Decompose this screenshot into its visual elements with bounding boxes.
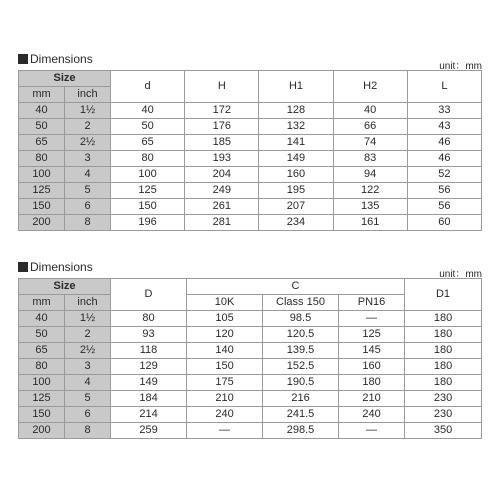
col-header-10K: 10K xyxy=(187,295,263,311)
unit-label: unit：mm xyxy=(439,61,482,72)
size-inch-cell: 6 xyxy=(65,407,111,423)
inch-header: inch xyxy=(65,87,111,103)
size-mm-cell: 50 xyxy=(19,119,65,135)
value-cell: 152.5 xyxy=(263,359,339,375)
table-row xyxy=(19,311,482,327)
table-row xyxy=(19,407,482,423)
table-row xyxy=(19,375,482,391)
value-cell: 160 xyxy=(339,359,405,375)
value-cell: 230 xyxy=(405,407,482,423)
col-header-L: L xyxy=(407,71,481,103)
size-inch-cell: 2 xyxy=(65,327,111,343)
value-cell: 185 xyxy=(185,135,259,151)
value-cell: 150 xyxy=(111,199,185,215)
value-cell: 46 xyxy=(407,151,481,167)
table-row xyxy=(19,135,482,151)
value-cell: 93 xyxy=(111,327,187,343)
dimensions-section-1 xyxy=(18,50,482,231)
col-header-D: D xyxy=(111,279,187,311)
value-cell: 125 xyxy=(111,183,185,199)
size-inch-cell: 4 xyxy=(65,167,111,183)
mm-header: mm xyxy=(19,295,65,311)
size-mm-cell: 80 xyxy=(19,359,65,375)
value-cell: 46 xyxy=(407,135,481,151)
value-cell: 129 xyxy=(111,359,187,375)
size-inch-cell: 4 xyxy=(65,375,111,391)
value-cell: 52 xyxy=(407,167,481,183)
value-cell: 149 xyxy=(111,375,187,391)
section-header xyxy=(18,258,482,278)
value-cell: 210 xyxy=(339,391,405,407)
col-header-d: d xyxy=(111,71,185,103)
square-bullet-icon xyxy=(18,54,28,64)
size-mm-cell: 100 xyxy=(19,167,65,183)
size-inch-cell: 5 xyxy=(65,391,111,407)
table-row xyxy=(19,391,482,407)
col-header-D1: D1 xyxy=(405,279,482,311)
dimensions-table-2 xyxy=(18,278,482,439)
value-cell: 216 xyxy=(263,391,339,407)
size-mm-cell: 40 xyxy=(19,103,65,119)
value-cell: 180 xyxy=(405,359,482,375)
mm-header: mm xyxy=(19,87,65,103)
value-cell: 214 xyxy=(111,407,187,423)
size-inch-cell: 2½ xyxy=(65,343,111,359)
value-cell: 172 xyxy=(185,103,259,119)
table-row xyxy=(19,215,482,231)
table-row xyxy=(19,327,482,343)
value-cell: 298.5 xyxy=(263,423,339,439)
value-cell: — xyxy=(187,423,263,439)
size-mm-cell: 50 xyxy=(19,327,65,343)
value-cell: 135 xyxy=(333,199,407,215)
size-mm-cell: 65 xyxy=(19,343,65,359)
value-cell: 180 xyxy=(339,375,405,391)
size-inch-cell: 3 xyxy=(65,151,111,167)
section-title xyxy=(18,260,93,274)
value-cell: 43 xyxy=(407,119,481,135)
size-mm-cell: 150 xyxy=(19,407,65,423)
value-cell: 190.5 xyxy=(263,375,339,391)
size-mm-cell: 200 xyxy=(19,423,65,439)
value-cell: 249 xyxy=(185,183,259,199)
size-mm-cell: 125 xyxy=(19,183,65,199)
value-cell: 161 xyxy=(333,215,407,231)
section-title-text: Dimensions xyxy=(30,260,93,274)
value-cell: 65 xyxy=(111,135,185,151)
table-row xyxy=(19,423,482,439)
value-cell: 207 xyxy=(259,199,333,215)
value-cell: 193 xyxy=(185,151,259,167)
value-cell: 94 xyxy=(333,167,407,183)
size-mm-cell: 80 xyxy=(19,151,65,167)
size-mm-cell: 125 xyxy=(19,391,65,407)
value-cell: 128 xyxy=(259,103,333,119)
value-cell: 40 xyxy=(333,103,407,119)
size-mm-cell: 150 xyxy=(19,199,65,215)
col-header-PN16: PN16 xyxy=(339,295,405,311)
table-row xyxy=(19,151,482,167)
dimensions-table-1 xyxy=(18,70,482,231)
value-cell: 98.5 xyxy=(263,311,339,327)
value-cell: 350 xyxy=(405,423,482,439)
value-cell: — xyxy=(339,311,405,327)
value-cell: 118 xyxy=(111,343,187,359)
value-cell: 80 xyxy=(111,151,185,167)
value-cell: 132 xyxy=(259,119,333,135)
value-cell: 160 xyxy=(259,167,333,183)
value-cell: 261 xyxy=(185,199,259,215)
size-inch-cell: 5 xyxy=(65,183,111,199)
table-row xyxy=(19,359,482,375)
value-cell: 56 xyxy=(407,183,481,199)
col-header-C: C xyxy=(187,279,405,295)
size-header: Size xyxy=(19,71,111,87)
value-cell: 83 xyxy=(333,151,407,167)
size-inch-cell: 2½ xyxy=(65,135,111,151)
value-cell: 195 xyxy=(259,183,333,199)
section-title-text: Dimensions xyxy=(30,52,93,66)
inch-header: inch xyxy=(65,295,111,311)
value-cell: 180 xyxy=(405,327,482,343)
value-cell: — xyxy=(339,423,405,439)
value-cell: 60 xyxy=(407,215,481,231)
value-cell: 180 xyxy=(405,375,482,391)
value-cell: 33 xyxy=(407,103,481,119)
value-cell: 180 xyxy=(405,343,482,359)
size-mm-cell: 40 xyxy=(19,311,65,327)
size-inch-cell: 3 xyxy=(65,359,111,375)
table-row xyxy=(19,199,482,215)
value-cell: 259 xyxy=(111,423,187,439)
table-row xyxy=(19,343,482,359)
value-cell: 230 xyxy=(405,391,482,407)
size-inch-cell: 1½ xyxy=(65,103,111,119)
size-header: Size xyxy=(19,279,111,295)
size-inch-cell: 8 xyxy=(65,423,111,439)
table-row xyxy=(19,167,482,183)
table-row xyxy=(19,103,482,119)
value-cell: 241.5 xyxy=(263,407,339,423)
value-cell: 180 xyxy=(405,311,482,327)
table-row xyxy=(19,119,482,135)
value-cell: 145 xyxy=(339,343,405,359)
value-cell: 149 xyxy=(259,151,333,167)
table-row xyxy=(19,183,482,199)
size-inch-cell: 8 xyxy=(65,215,111,231)
section-title xyxy=(18,52,93,66)
square-bullet-icon xyxy=(18,262,28,272)
value-cell: 234 xyxy=(259,215,333,231)
value-cell: 56 xyxy=(407,199,481,215)
col-header-H: H xyxy=(185,71,259,103)
value-cell: 122 xyxy=(333,183,407,199)
value-cell: 281 xyxy=(185,215,259,231)
value-cell: 141 xyxy=(259,135,333,151)
value-cell: 140 xyxy=(187,343,263,359)
value-cell: 240 xyxy=(339,407,405,423)
size-inch-cell: 6 xyxy=(65,199,111,215)
col-header-H1: H1 xyxy=(259,71,333,103)
col-header-class150: Class 150 xyxy=(263,295,339,311)
value-cell: 176 xyxy=(185,119,259,135)
value-cell: 175 xyxy=(187,375,263,391)
value-cell: 150 xyxy=(187,359,263,375)
value-cell: 204 xyxy=(185,167,259,183)
value-cell: 105 xyxy=(187,311,263,327)
value-cell: 66 xyxy=(333,119,407,135)
value-cell: 80 xyxy=(111,311,187,327)
section-header xyxy=(18,50,482,70)
size-mm-cell: 200 xyxy=(19,215,65,231)
value-cell: 139.5 xyxy=(263,343,339,359)
size-mm-cell: 100 xyxy=(19,375,65,391)
value-cell: 240 xyxy=(187,407,263,423)
unit-label: unit：mm xyxy=(439,269,482,280)
value-cell: 74 xyxy=(333,135,407,151)
value-cell: 40 xyxy=(111,103,185,119)
size-mm-cell: 65 xyxy=(19,135,65,151)
value-cell: 100 xyxy=(111,167,185,183)
value-cell: 50 xyxy=(111,119,185,135)
size-inch-cell: 2 xyxy=(65,119,111,135)
value-cell: 125 xyxy=(339,327,405,343)
value-cell: 120.5 xyxy=(263,327,339,343)
value-cell: 184 xyxy=(111,391,187,407)
value-cell: 196 xyxy=(111,215,185,231)
size-inch-cell: 1½ xyxy=(65,311,111,327)
col-header-H2: H2 xyxy=(333,71,407,103)
value-cell: 210 xyxy=(187,391,263,407)
dimensions-section-2 xyxy=(18,258,482,439)
value-cell: 120 xyxy=(187,327,263,343)
